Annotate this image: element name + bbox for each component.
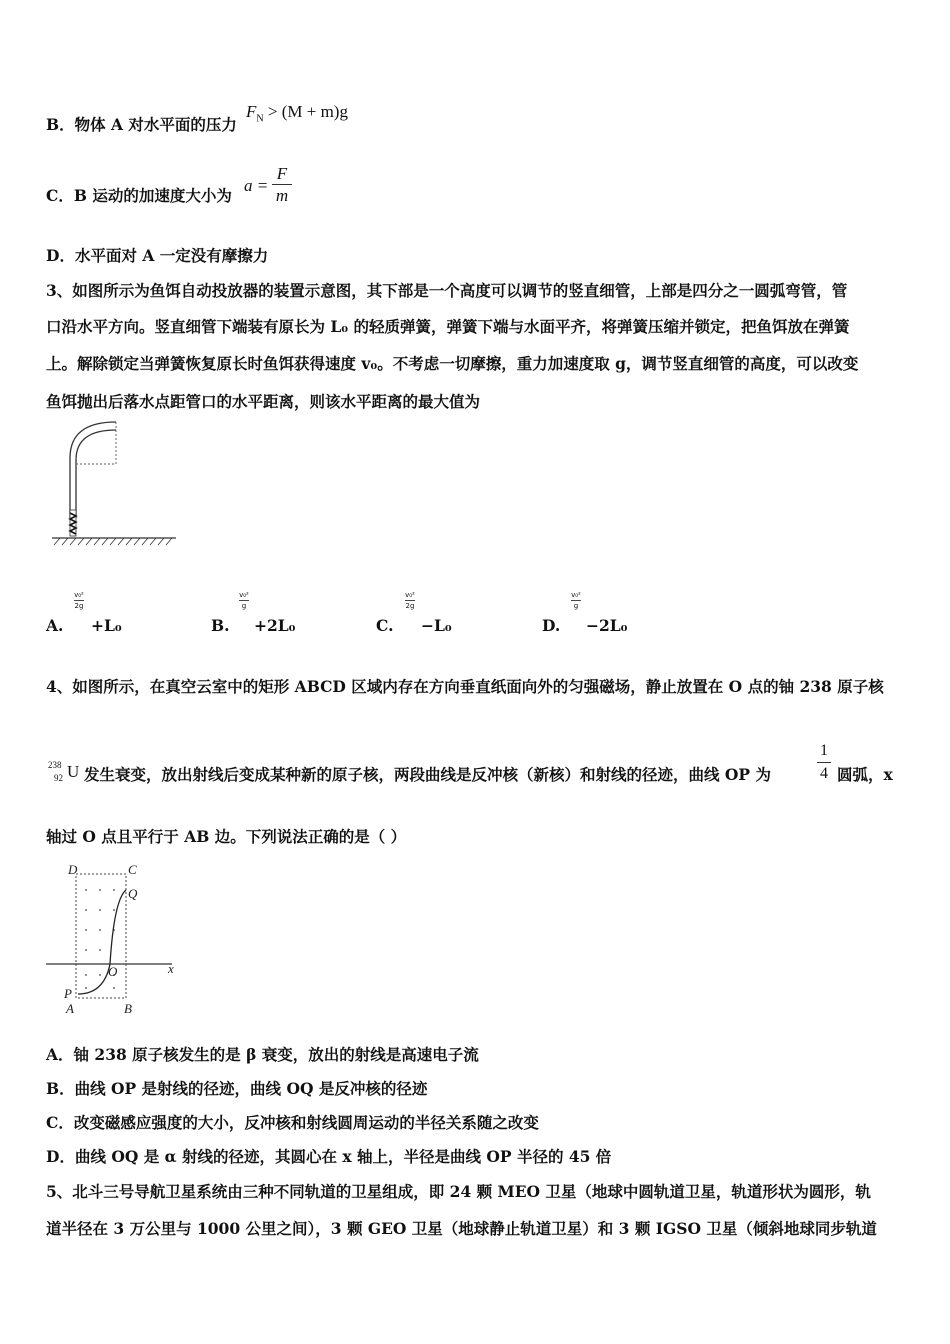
q3-line-1: 3、如图所示为鱼饵自动投放器的装置示意图，其下部是一个高度可以调节的竖直细管，上部是四分之一圆弧弯管，管 (46, 281, 848, 300)
label-d: D (68, 862, 78, 877)
q3-option-b: B. (211, 616, 230, 635)
q2-option-c-fraction: $\frac{F}{m}$ (272, 163, 292, 206)
q5-line-1: 5、北斗三号导航卫星系统由三种不同轨道的卫星组成，即 24 颗 MEO 卫星（地球中圆轨道卫星，轨道形状为圆形，轨 (46, 1182, 871, 1201)
q3-option-d-fraction: v₀² g (571, 591, 581, 610)
label-o: O (108, 964, 118, 979)
q4-line-2: 发生衰变，放出射线后变成某种新的原子核，两段曲线是反冲核（新核）和射线的径迹，曲线 OP 为 (84, 765, 771, 784)
q3-option-a-tail: +L₀ (91, 616, 122, 635)
magnetic-field-track-diagram (44, 860, 184, 1018)
q2-option-d: D．水平面对 A 一定没有摩擦力 (46, 246, 269, 265)
q3-option-a-fraction: v₀² 2g (74, 591, 84, 610)
q3-line-4: 鱼饵抛出后落水点距管口的水平距离，则该水平距离的最大值为 (46, 392, 481, 411)
q4-option-b: B．曲线 OP 是射线的径迹，曲线 OQ 是反冲核的径迹 (46, 1079, 428, 1098)
q3-option-c-fraction: v₀² 2g (405, 591, 415, 610)
q4-line-1: 4、如图所示，在真空云室中的矩形 ABCD 区域内存在方向垂直纸面向外的匀强磁场，静止放置在 O 点的铀 238 原子核 (46, 677, 884, 696)
q4-option-d: D．曲线 OQ 是 α 射线的径迹，其圆心在 x 轴上，半径是曲线 OP 半径的 45 倍 (46, 1147, 612, 1166)
label-q: Q (128, 886, 138, 901)
q3-option-d-tail: −2L₀ (586, 616, 628, 635)
q4-option-a: A．铀 238 原子核发生的是 β 衰变，放出的射线是高速电子流 (46, 1045, 479, 1064)
q4-quarter-fraction: $\frac{1}{4}$ (817, 740, 831, 785)
isotope-atomic-number: 92 (54, 773, 63, 783)
q2-option-c-lhs: a = (244, 176, 269, 195)
q3-option-c: C. (376, 616, 394, 635)
fish-bait-feeder-diagram (46, 418, 186, 548)
label-a: A (66, 1001, 74, 1016)
isotope-mass-number: 238 (48, 760, 62, 770)
q5-line-2: 道半径在 3 万公里与 1000 公里之间），3 颗 GEO 卫星（地球静止轨道卫星）和 3 颗 IGSO 卫星（倾斜地球同步轨道 (46, 1219, 877, 1238)
label-x: x (168, 961, 174, 976)
q2-option-c: C．B 运动的加速度大小为 (46, 186, 232, 205)
q2-option-b: B．物体 A 对水平面的压力 (46, 115, 237, 134)
label-b: B (124, 1001, 132, 1016)
q2-option-b-formula: $F_N > (M + m)g$ (246, 102, 348, 125)
q3-option-d: D. (542, 616, 561, 635)
label-c: C (128, 862, 137, 877)
q4-line-3: 轴过 O 点且平行于 AB 边。下列说法正确的是（ ） (46, 827, 407, 846)
label-p: P (64, 986, 72, 1001)
q3-option-b-tail: +2L₀ (254, 616, 296, 635)
q3-option-a: A. (46, 616, 64, 635)
q3-line-2: 口沿水平方向。竖直细管下端装有原长为 L₀ 的轻质弹簧，弹簧下端与水面平齐，将弹簧压缩并锁定，把鱼饵放在弹簧 (46, 317, 850, 336)
q4-option-c: C．改变磁感应强度的大小，反冲核和射线圆周运动的半径关系随之改变 (46, 1113, 539, 1132)
q3-option-c-tail: −L₀ (421, 616, 452, 635)
q4-line-2-tail: 圆弧，x (837, 765, 893, 784)
q3-line-3: 上。解除锁定当弹簧恢复原长时鱼饵获得速度 v₀。不考虑一切摩擦，重力加速度取 g，调节竖直细管的高度，可以改变 (46, 354, 859, 373)
q3-option-b-fraction: v₀² g (239, 591, 249, 610)
isotope-symbol: U (67, 762, 80, 781)
